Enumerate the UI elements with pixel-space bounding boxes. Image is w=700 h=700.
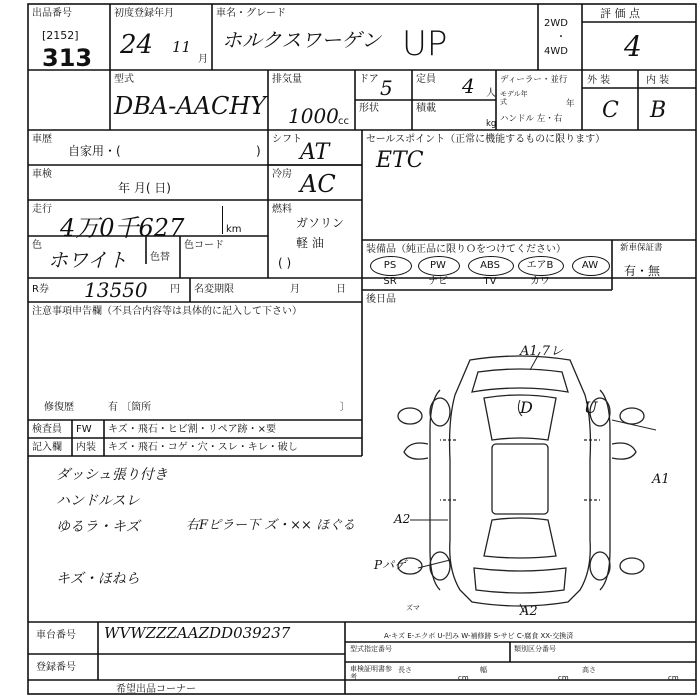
handle-label: ハンドル 左・右: [500, 114, 563, 124]
repair-close: 〕: [340, 402, 350, 413]
note-line-1: ダッシュ張り付き: [56, 467, 168, 483]
note-line-4: キズ・ほねら: [56, 571, 140, 587]
cert-label: 車検証明書参考: [350, 665, 392, 681]
equip-sr: SR: [383, 276, 397, 287]
shift-value: AT: [300, 140, 330, 165]
diagram-mark-u: U: [584, 398, 598, 417]
fuel-diesel: 軽 油: [296, 236, 324, 250]
diagram-mark-d: D: [520, 398, 533, 417]
type-spec-label: 型式指定番号: [350, 645, 392, 653]
equip-aw-circle: [572, 256, 610, 276]
width-label: 幅: [480, 666, 487, 674]
doors-label: ドア: [359, 74, 379, 85]
equip-ps: PS: [383, 260, 397, 271]
month-unit: 月: [198, 54, 208, 65]
drive-4wd: 4WD: [544, 46, 568, 57]
registration-label: 登録番号: [36, 662, 76, 673]
model: DBA-AACHY: [114, 92, 267, 120]
note-line-3: ゆるラ・キズ: [56, 519, 140, 535]
shift-label: シフト: [272, 134, 302, 145]
recycle-unit: 円: [170, 284, 180, 295]
notes-label: 注意事項申告欄（不具合内容等は具体的に記入して下さい）: [32, 306, 302, 317]
chassis-label: 車台番号: [36, 630, 76, 641]
capacity-label: 定員: [416, 74, 436, 85]
deadline-label: 名変期限: [194, 284, 234, 295]
deadline-month: 月: [290, 284, 300, 295]
equipment-label: 装備品（純正品に限りＯをつけてください）: [366, 244, 566, 255]
exterior-grade: C: [602, 98, 619, 123]
note-line-2: ハンドルスレ: [56, 493, 140, 509]
equip-abs: ABS: [480, 260, 500, 271]
length-unit: cm: [458, 674, 469, 682]
ac-value: AC: [300, 170, 336, 198]
warranty-label: 新車保証書: [620, 243, 663, 253]
inspector-label-1: 検査員: [32, 424, 62, 435]
equip-airbag: エアB: [526, 260, 554, 271]
history-value: 自家用・(: [68, 144, 121, 158]
doors: 5: [380, 76, 393, 100]
mileage-unit: km: [226, 224, 242, 235]
diagram-note-small: ズマ: [406, 604, 420, 612]
fuel-other: ( ): [278, 256, 292, 270]
chassis-number: WVWZZZAAZDD039237: [104, 624, 291, 642]
interior-label: 内 装: [646, 75, 670, 86]
inspection-value: 年 月( 日): [118, 181, 171, 195]
car-name: ホルクスワーゲン: [222, 28, 381, 52]
diagram-note-bottom: A2: [520, 604, 538, 619]
load-label: 積載: [416, 103, 436, 114]
length-label: 長さ: [398, 666, 412, 674]
car-grade: UP: [402, 24, 448, 64]
first-reg-label: 初度登録年月: [114, 8, 174, 19]
color-code-label: 色コード: [184, 240, 224, 251]
history-label: 車歴: [32, 134, 52, 145]
color-label: 色: [32, 240, 42, 251]
deadline-day: 日: [336, 284, 346, 295]
dealer-label: ディーラー・並行: [500, 75, 568, 85]
fw-label: FW: [76, 424, 92, 435]
class-label: 類別区分番号: [514, 645, 556, 653]
sales-value: ETC: [376, 148, 424, 173]
recycle-label: R券: [32, 284, 49, 295]
color-value: ホワイト: [48, 248, 128, 272]
repair-value: 有 〔箇所: [108, 402, 152, 413]
legend-text: A-キズ E-エクボ U-凹み W-補修跡 S-サビ C-腐食 XX-交換済: [384, 632, 574, 640]
history-close: ): [256, 144, 261, 158]
exterior-label: 外 装: [587, 75, 611, 86]
warranty-value: 有・無: [624, 264, 661, 278]
diagram-note-left-top: A2: [394, 512, 411, 526]
diagram-note-left-bottom: Pパゲ: [374, 558, 407, 572]
repair-label: 修復歴: [44, 402, 74, 413]
height-unit: cm: [668, 674, 679, 682]
inspector-label-2: 記入欄: [32, 442, 62, 453]
year-unit: 年: [566, 99, 575, 109]
fuel-gasoline: ガソリン: [296, 216, 345, 230]
diagram-note-top: A1 7レ: [520, 344, 564, 359]
interior-check-label: 内装: [76, 442, 96, 453]
sales-label: セールスポイント（正常に機能するものに限ります）: [366, 134, 606, 145]
equip-airbag-circle: [518, 256, 564, 276]
equip-leather: カワ: [530, 276, 550, 287]
equip-pw-circle: [418, 256, 460, 276]
rear-item-label: 後日品: [366, 294, 396, 305]
interior-check-text: キズ・飛石・コゲ・穴・スレ・キレ・破し: [108, 442, 298, 453]
lot-code: [2152]: [42, 29, 79, 42]
color-changed-label: 色替: [150, 252, 170, 263]
width-unit: cm: [558, 674, 569, 682]
mileage-value: 4万0千627: [60, 214, 185, 242]
equip-navi: ナビ: [428, 276, 448, 287]
drive-dot: ・: [556, 32, 566, 43]
height-label: 高さ: [582, 666, 596, 674]
model-label: 型式: [114, 74, 134, 85]
inspection-label: 車検: [32, 169, 52, 180]
car-name-label: 車名・グレード: [216, 8, 286, 19]
displacement-label: 排気量: [272, 74, 302, 85]
drive-2wd: 2WD: [544, 18, 568, 29]
lot-label: 出品番号: [32, 8, 72, 19]
ac-label: 冷房: [272, 169, 292, 180]
mileage-unit-box: [222, 206, 245, 234]
shape-label: 形状: [359, 103, 379, 114]
capacity-unit: 人: [486, 88, 496, 99]
fw-text: キズ・飛石・ヒビ割・リペア跡・×要: [108, 424, 276, 435]
mileage-label: 走行: [32, 204, 52, 215]
kg-unit: kg: [486, 119, 497, 129]
recycle-value: 13550: [84, 278, 148, 302]
capacity: 4: [462, 74, 475, 98]
displacement: 1000: [288, 104, 339, 128]
equip-tv: TV: [483, 276, 497, 287]
equip-ps-circle: [370, 256, 412, 276]
cc-unit: cc: [338, 116, 349, 127]
interior-grade: B: [650, 98, 667, 123]
corner-label: 希望出品コーナー: [116, 684, 196, 695]
note-right: 右Fピラー下 ズ・×× ほぐる: [186, 518, 356, 533]
diagram-note-right: A1: [652, 472, 670, 487]
first-reg-year: 24: [120, 30, 154, 60]
equip-abs-circle: [468, 256, 514, 276]
fuel-label: 燃料: [272, 204, 292, 215]
lot-number: 313: [42, 44, 93, 72]
score: 4: [624, 30, 642, 63]
first-reg-month: 11: [172, 38, 192, 56]
equip-aw: AW: [581, 260, 599, 271]
model-year-label: モデル年式: [500, 90, 528, 106]
score-label: 評 価 点: [600, 7, 640, 20]
equip-pw: PW: [430, 260, 446, 271]
